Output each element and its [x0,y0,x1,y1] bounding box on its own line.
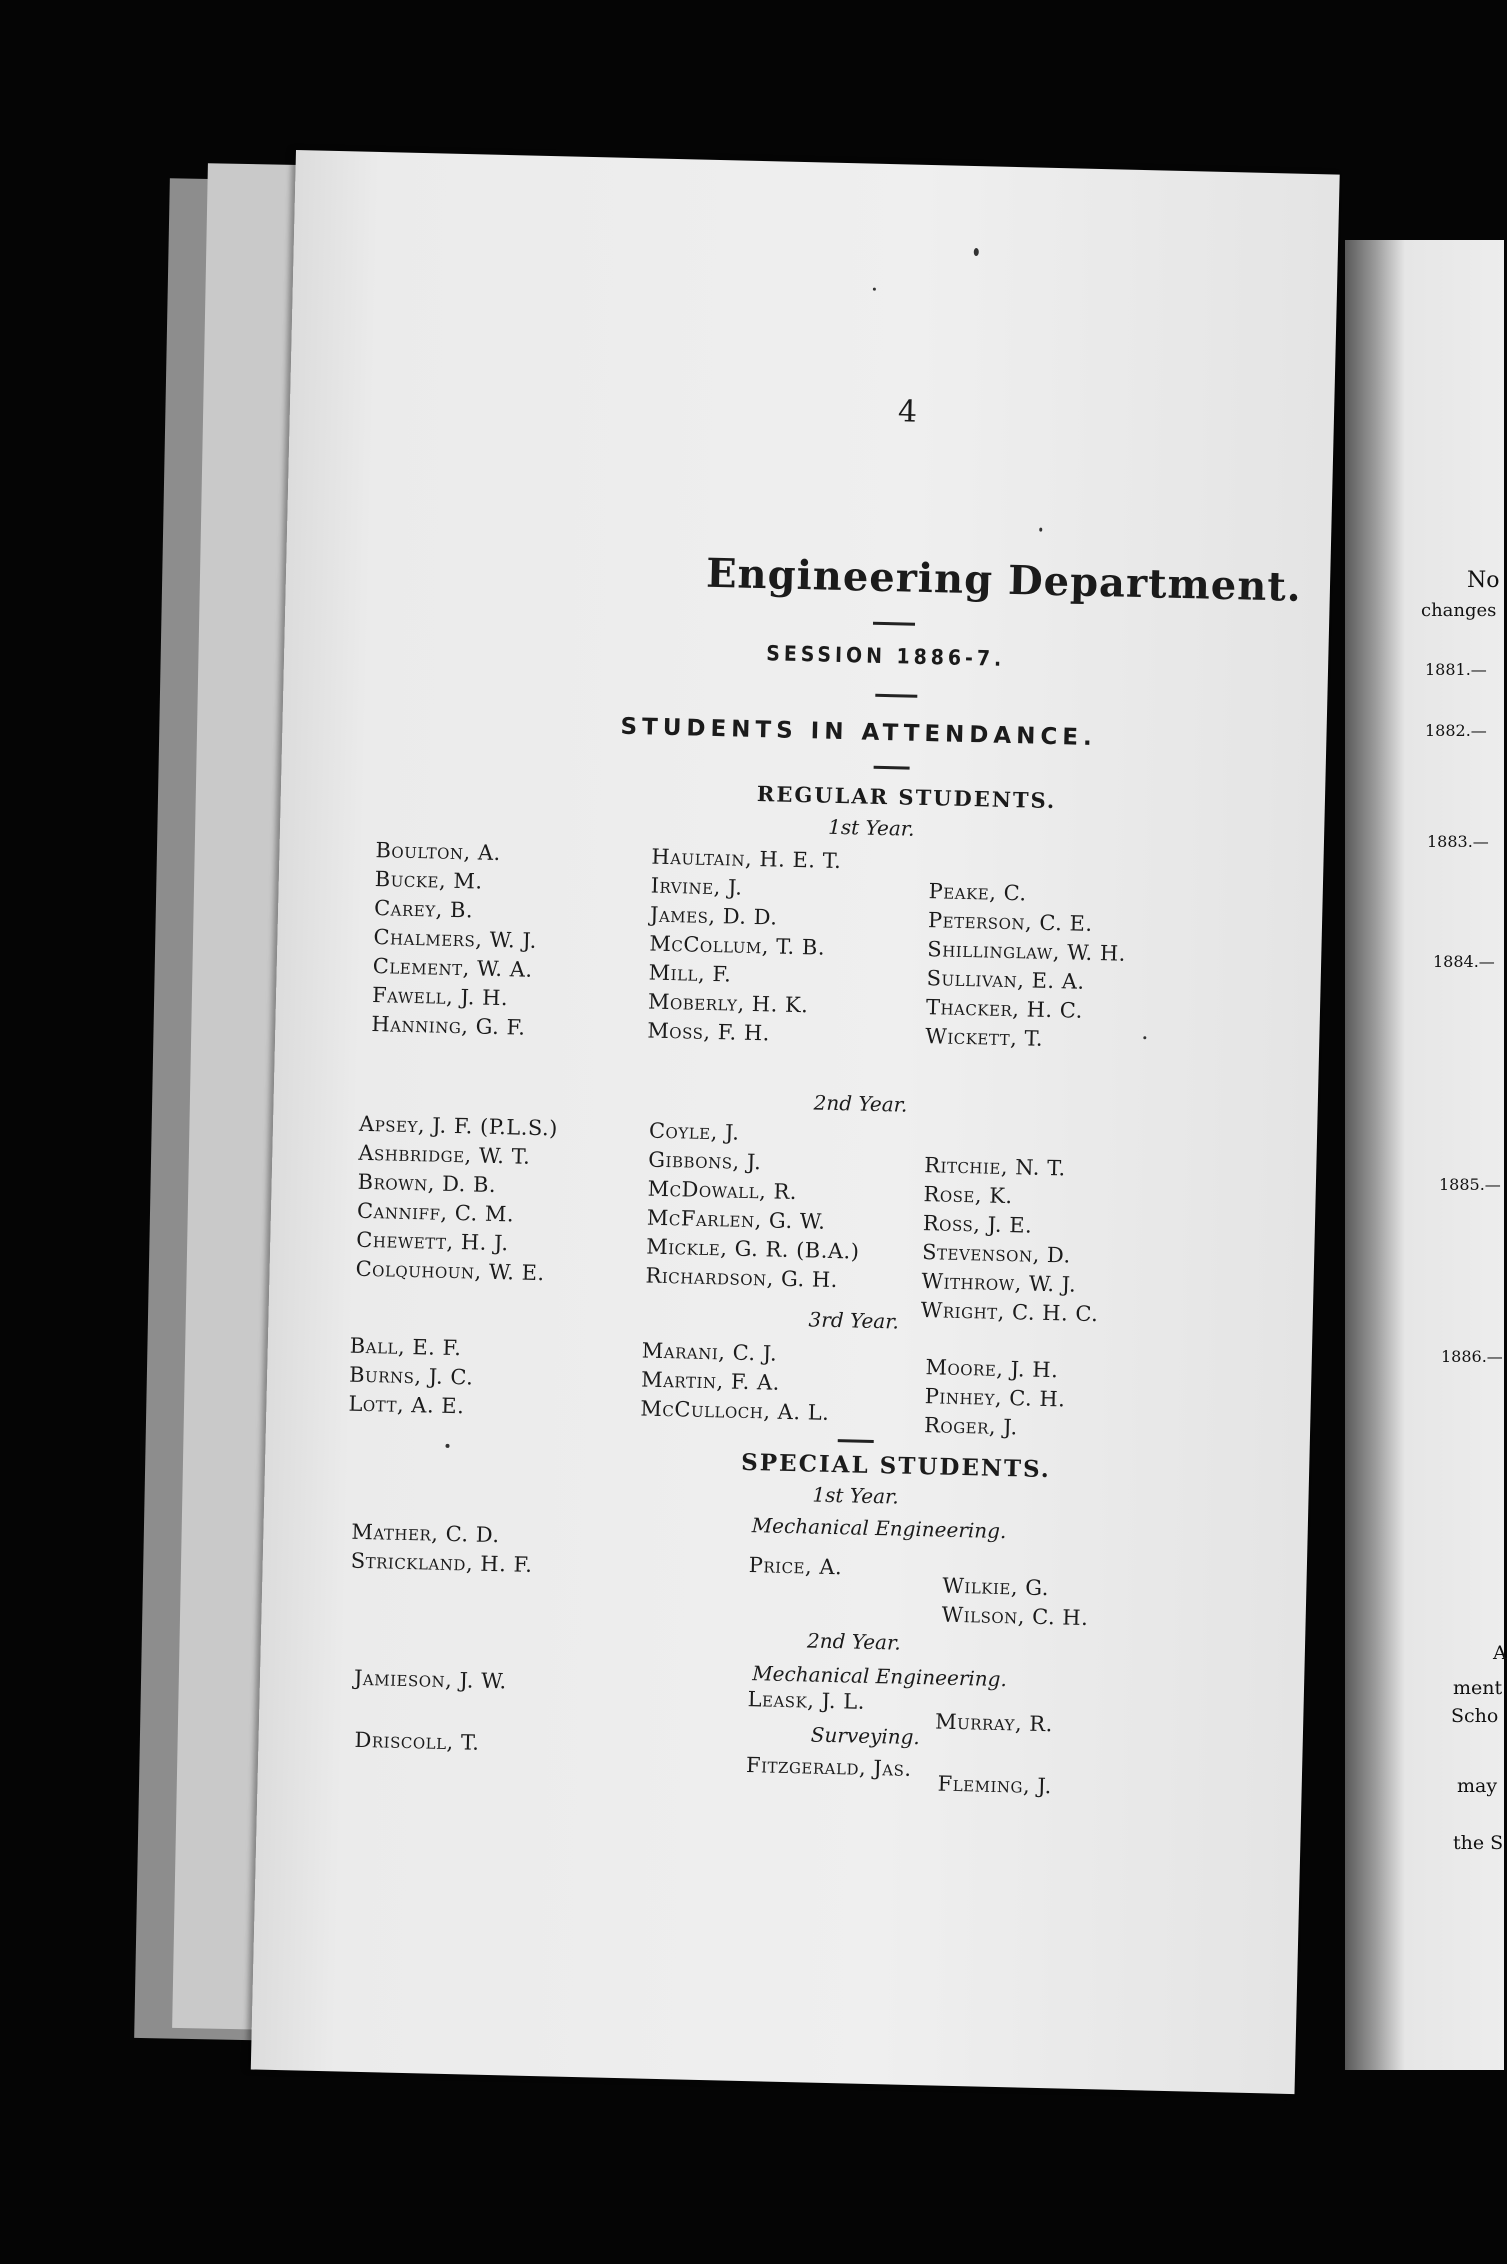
year3-column-3 [924,1353,1067,1443]
student-name: Shillinglaw, W. H. [927,937,1127,966]
student-name: Martin, F. A. [640,1367,781,1395]
year2-column-2 [645,1117,862,1296]
year1-column-2 [647,843,842,1050]
facing-page [1345,240,1507,2070]
student-name: Peake, C. [928,879,1027,906]
scanned-page [251,150,1340,2094]
student-name: Hanning, G. F. [371,1012,526,1040]
student-name: Lott, A. E. [348,1391,465,1419]
department-title: Engineering Department. [705,549,1303,611]
scan-speck [873,288,876,291]
student-name: Haultain, H. E. T. [651,844,842,874]
year-label: 1st Year. [812,1482,900,1509]
divider-rule [873,622,915,626]
student-name: Wilson, C. H. [941,1602,1089,1631]
scan-speck [1039,528,1042,532]
student-name: Coyle, J. [648,1118,740,1145]
student-name: Irvine, J. [650,873,743,900]
year2-column-1 [355,1110,558,1289]
scan-speck [445,1444,449,1448]
student-name: Mill, F. [648,960,732,987]
student-name: Ross, J. E. [922,1211,1033,1238]
student-name: Fawell, J. H. [371,983,509,1011]
section-label: Mechanical Engineering. [751,1513,1007,1544]
year3-column-1 [348,1332,474,1422]
divider-rule [838,1439,874,1443]
special-year1-column-2 [748,1551,842,1582]
student-name: Rose, K. [923,1182,1013,1209]
scan-speck [974,248,979,256]
student-name: Moore, J. H. [925,1355,1059,1383]
student-name: Thacker, H. C. [925,995,1084,1023]
student-name: Moberly, H. K. [647,989,809,1018]
student-name: McCulloch, A. L. [640,1396,830,1425]
special-year2-surv-col3 [937,1770,1052,1802]
student-name: Sullivan, E. A. [926,966,1085,994]
student-name: Withrow, W. J. [921,1269,1077,1297]
facing-bottom-word: the S [1453,1832,1504,1854]
student-name: Wright, C. H. C. [920,1298,1099,1327]
student-name: Leask, J. L. [747,1687,866,1714]
student-name: Wickett, T. [925,1024,1044,1051]
student-name: Fitzgerald, Jas. [745,1753,912,1781]
student-name: Clement, W. A. [372,954,533,982]
students-heading: STUDENTS IN ATTENDANCE. [620,713,1098,752]
facing-bottom-word: A [1493,1642,1507,1664]
student-name: Mather, C. D. [351,1519,500,1548]
student-name: Gibbons, J. [648,1147,762,1175]
facing-year: 1883.— [1427,832,1489,851]
student-name: Bucke, M. [374,867,483,894]
year-label: 1st Year. [827,814,915,841]
student-name: Colquhoun, W. E. [355,1256,545,1286]
special-year1-column-3 [941,1572,1089,1633]
student-name: Pinhey, C. H. [924,1384,1066,1412]
divider-rule [875,694,917,698]
special-year2-surv-col1 [354,1726,480,1758]
student-name: Apsey, J. F. (P.L.S.) [358,1111,559,1141]
facing-year: 1886.— [1441,1347,1503,1366]
facing-year: 1881.— [1425,660,1487,679]
student-name: Chalmers, W. J. [373,925,538,953]
student-name: Jamieson, J. W. [353,1665,508,1694]
student-name: Carey, B. [373,896,474,923]
student-name: Ashbridge, W. T. [358,1140,531,1169]
year3-column-2 [640,1336,831,1427]
special-year2-surv-col2 [746,1751,912,1784]
section-label: Mechanical Engineering. [751,1661,1008,1692]
student-name: Ritchie, N. T. [923,1153,1067,1181]
student-name: Strickland, H. F. [350,1548,533,1577]
year2-column-3 [920,1151,1102,1329]
facing-bottom-word: may [1457,1775,1498,1797]
section-label: Surveying. [810,1722,921,1750]
facing-year: 1884.— [1433,952,1495,971]
facing-top-word: No [1467,568,1500,593]
session-line: SESSION 1886-7. [765,641,1006,671]
student-name: Burns, J. C. [348,1362,474,1390]
student-name: James, D. D. [649,902,778,930]
student-name: McDowall, R. [647,1176,798,1205]
student-name: McCollum, T. B. [649,931,826,960]
facing-year: 1882.— [1425,721,1487,740]
scan-speck [1143,1036,1146,1039]
student-name: Richardson, G. H. [645,1263,839,1293]
student-name: Chewett, H. J. [356,1227,509,1256]
year1-column-3 [925,877,1128,1056]
student-name: Roger, J. [923,1413,1019,1440]
student-name: Canniff, C. M. [356,1198,515,1227]
facing-year: 1885.— [1439,1175,1501,1194]
student-name: Murray, R. [934,1709,1054,1737]
year-label: 2nd Year. [806,1628,902,1655]
special-year2-mech-col3 [935,1707,1053,1739]
student-name: Ball, E. F. [349,1333,462,1361]
student-name: Stevenson, D. [921,1240,1072,1268]
student-name: Fleming, J. [937,1771,1053,1799]
year-label: 2nd Year. [813,1090,908,1117]
year-label: 3rd Year. [808,1307,900,1334]
student-name: Wilkie, G. [942,1573,1050,1601]
student-name: Driscoll, T. [354,1727,480,1755]
page-number: 4 [897,394,918,430]
divider-rule [874,766,910,770]
student-name: Marani, C. J. [641,1338,778,1366]
regular-students-heading: REGULAR STUDENTS. [756,781,1057,814]
student-name: Moss, F. H. [647,1018,771,1046]
student-name: Brown, D. B. [357,1169,497,1197]
student-name: Peterson, C. E. [927,908,1093,936]
facing-bottom-word: ment [1453,1677,1503,1699]
facing-bottom-word: Scho [1451,1705,1499,1727]
student-name: McFarlen, G. W. [646,1205,826,1234]
special-year2-mech-col2 [747,1685,865,1717]
special-year2-mech-col1 [354,1664,507,1697]
student-name: Mickle, G. R. (B.A.) [645,1234,860,1264]
special-year1-column-1 [350,1518,533,1580]
facing-changes: changes [1421,600,1497,621]
student-name: Boulton, A. [375,838,502,866]
year1-column-1 [371,836,539,1043]
special-students-heading: SPECIAL STUDENTS. [740,1448,1052,1484]
student-name: Price, A. [748,1553,843,1580]
